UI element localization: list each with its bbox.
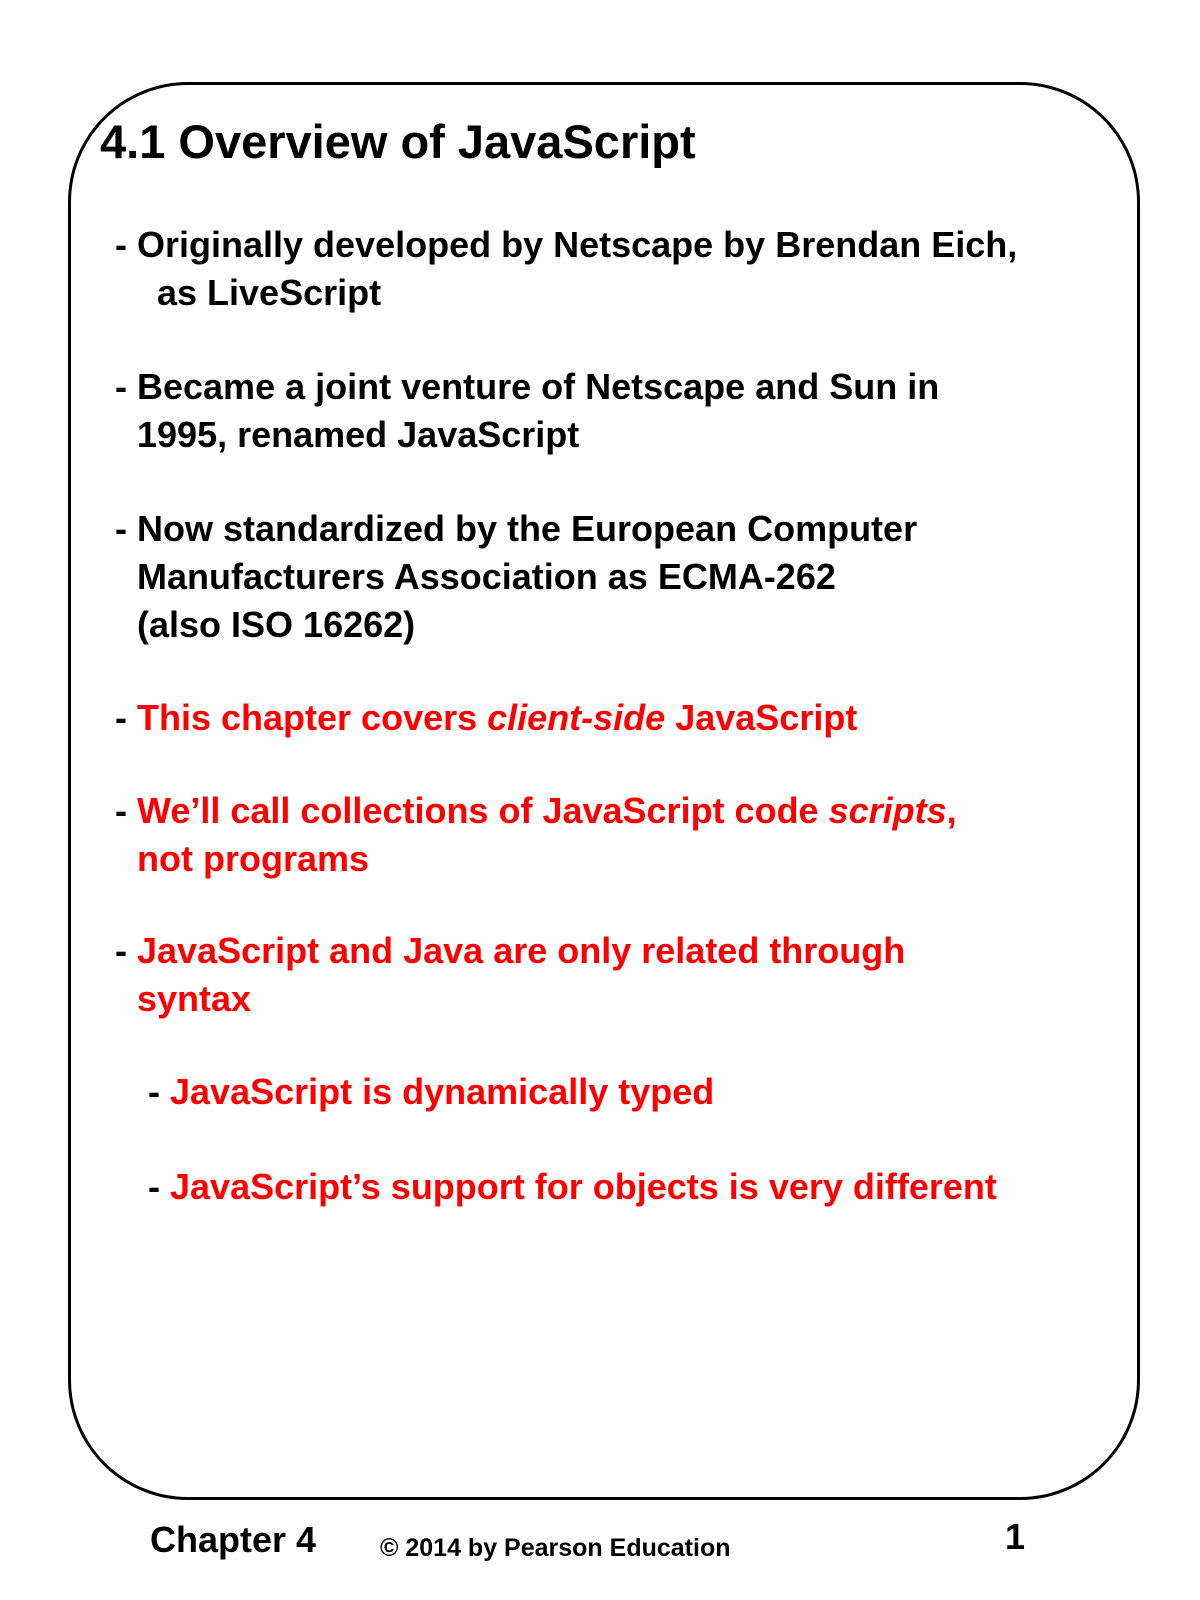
bullet-1-line-1: - Originally developed by Netscape by Brendan Eich, bbox=[115, 224, 1018, 265]
slide-title: 4.1 Overview of JavaScript bbox=[100, 115, 696, 168]
bullet-5-emphasis: scripts bbox=[828, 790, 947, 831]
sub-bullet-1 bbox=[148, 1071, 714, 1113]
bullet-5-dash: - bbox=[115, 790, 137, 831]
bullet-4-dash: - bbox=[115, 697, 137, 738]
sub-bullet-2-dash: - bbox=[148, 1166, 170, 1207]
sub-bullet-2-text: JavaScript’s support for objects is very different bbox=[170, 1166, 997, 1207]
bullet-5-line-1 bbox=[115, 790, 957, 832]
sub-bullet-1-text: JavaScript is dynamically typed bbox=[170, 1071, 715, 1112]
bullet-4-emphasis: client-side bbox=[487, 697, 666, 738]
bullet-5-line-2: not programs bbox=[137, 838, 370, 879]
bullet-4-text-b: JavaScript bbox=[665, 697, 858, 738]
bullet-3-line-3: (also ISO 16262) bbox=[137, 604, 416, 645]
bullet-5-text-a: We’ll call collections of JavaScript code bbox=[137, 790, 829, 831]
bullet-4-text-a: This chapter covers bbox=[137, 697, 488, 738]
bullet-3-line-2: Manufacturers Association as ECMA-262 bbox=[137, 556, 836, 597]
bullet-2-line-1: - Became a joint venture of Netscape and Sun in bbox=[115, 366, 940, 407]
page-number: 1 bbox=[1005, 1516, 1026, 1557]
bullet-6-dash: - bbox=[115, 930, 137, 971]
bullet-2-line-2: 1995, renamed JavaScript bbox=[137, 414, 580, 455]
sub-bullet-1-dash: - bbox=[148, 1071, 170, 1112]
footer-chapter: Chapter 4 bbox=[150, 1519, 317, 1560]
bullet-6-line-1 bbox=[115, 930, 905, 972]
bullet-5-text-b: , bbox=[946, 790, 957, 831]
footer-copyright: © 2014 by Pearson Education bbox=[380, 1534, 731, 1562]
bullet-3-line-1: - Now standardized by the European Computer bbox=[115, 508, 918, 549]
bullet-6-line-2: syntax bbox=[137, 978, 252, 1019]
bullet-6-text: JavaScript and Java are only related through bbox=[137, 930, 906, 971]
sub-bullet-2 bbox=[148, 1166, 997, 1208]
bullet-4-line-1 bbox=[115, 697, 857, 739]
bullet-1-line-2: as LiveScript bbox=[157, 272, 382, 313]
